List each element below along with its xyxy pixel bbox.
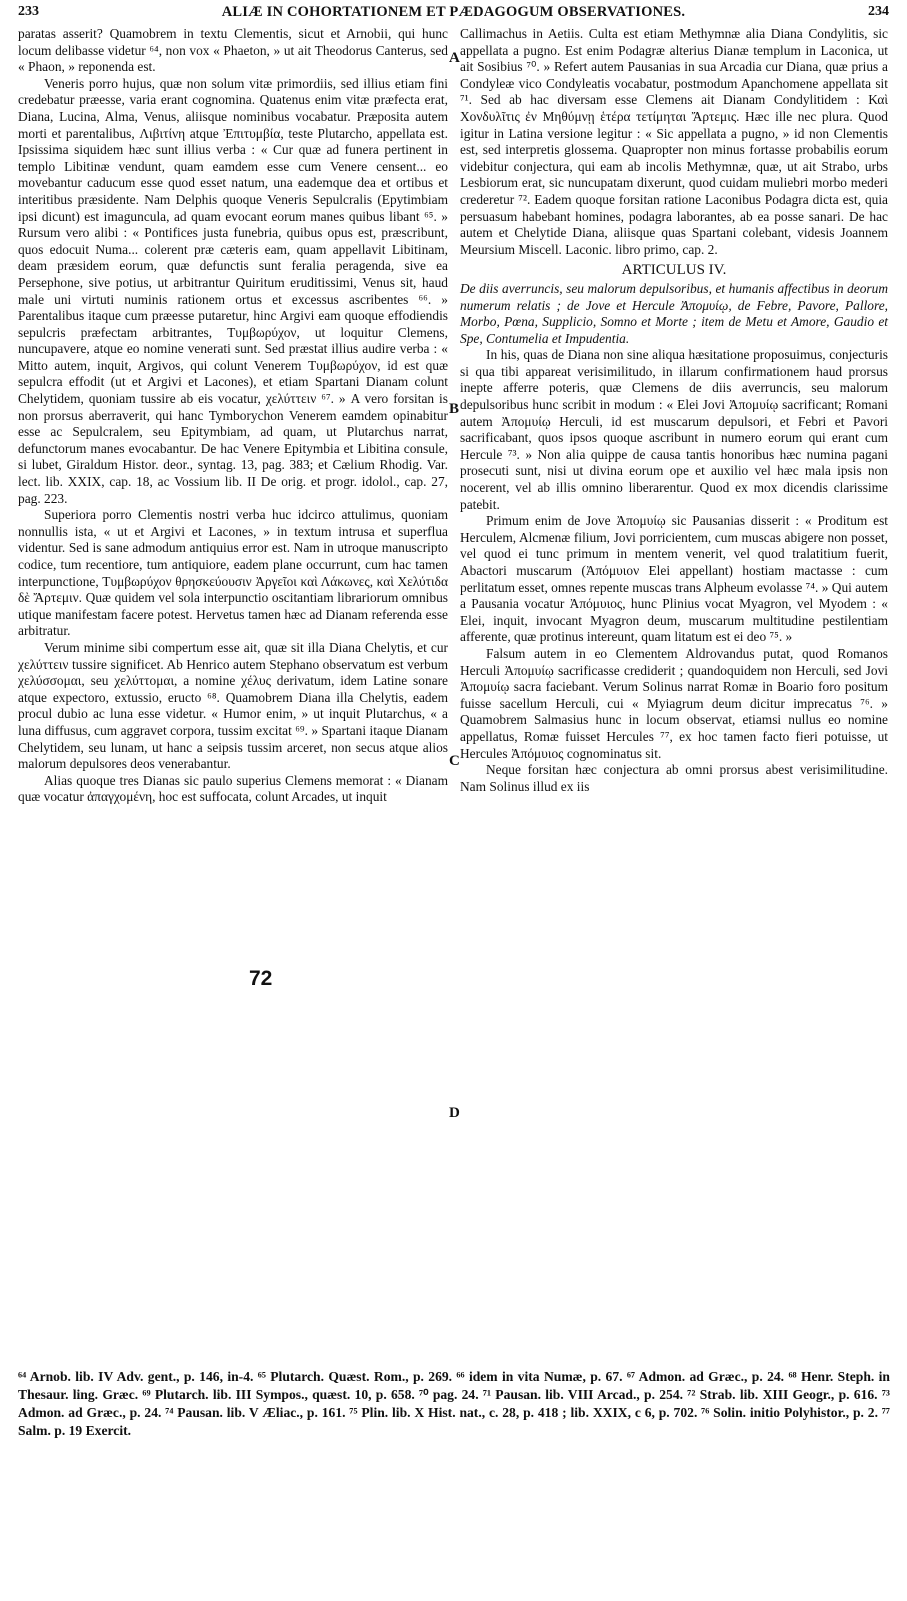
running-title: ALIÆ IN COHORTATIONEM ET PÆDAGOGUM OBSERVATIONES. bbox=[221, 4, 686, 20]
left-paragraph-3: Superiora porro Clementis nostri verba huc idcirco attulimus, quoniam nonnullis ista, « ut et Argivi et Lacones, » in textum intrusa et superflua videntur. Sed is sane admodum antiquius error est. Nam in utroque manuscripto codice, tum recentiore, tum antiquiore, eadem plane occurrunt, cum hac tamen interpunctione, Τυμβωρύχον θρησκεύουσιν Ἀργεῖοι καὶ Λάκωνες, καὶ Χελύτιδα δὲ Ἄρτεμιν. Quæ quidem vel sola interpunctio oscitantiam librariorum omnibus utique manifestam facere potest. Hervetus tamen hæc ad Dianam referenda esse arbitratur. bbox=[18, 507, 448, 639]
article-title: ARTICULUS IV. bbox=[621, 262, 727, 279]
right-paragraph-4: Falsum autem in eo Clementem Aldrovandus putat, quod Romanos Herculi Ἀπομυίῳ sacrificasse crediderit ; quandoquidem non Herculi, sed Jovi Ἀπομυίῳ sacra faciebant. Verum Solinus narrat Romæ in Boario foro positum fuisse sacellum Herculi, cui « Myiagrum deum dicitur imprecatus ⁷⁶. » Quamobrem Salmasius hunc in locum observat, etiamsi nullus eo nomine appellatus, Romæ fuisset Hercules ⁷⁷, ex hoc tamen facto fieri potuisse, ut Hercules Ἀπόμυιος cognominatus sit. bbox=[460, 645, 888, 761]
right-paragraph-1: Callimachus in Aetiis. Culta est etiam Methymnæ alia Diana Condylitis, sic appellata a pugno. Est enim Podagræ alterius Dianæ templum in Laconica, ut ait Sosibius ⁷⁰. » Refert autem Pausanias in sua Arcadia cur Diana, quæ prius a Condyleæ vico Condyleatis vocabatur, postmodum Apanchomene appellata sit ⁷¹. Sed ab hac diversam esse Clemens ait Dianam Condylitidem : Καὶ Χονδυλῖτις ἐν Μηθύμνῃ ἑτέρα τετίμηται Ἄρτεμις. Hæc ille nec plura. Quod igitur in Latina versione legitur : « Sic appellata a pugno, » id non Clementis est, sed interpretis glossema. Quapropter non minus fortasse probabilis eorum videbitur conjectura, qui eam ab incolis Methymnæ, quæ, ut ait Strabo, urbs Lesbiorum erat, sic nuncupatam dixerunt, quod cuidam muliebri morbo mederi crederetur ⁷². Eadem quoque forsitan ratione Laconibus Podagra dicta est, quia persuasum habebant homines, podagra laborantes, ab ea posse sanari. De hac autem et Chelytide Diana, aliisque quas Spartani colebant, videsis Joannem Meursium Miscell. Laconic. libro primo, cap. 2. bbox=[460, 26, 888, 257]
margin-letter-c: C bbox=[449, 753, 460, 769]
right-column bbox=[460, 26, 888, 795]
page-number-right: 234 bbox=[868, 4, 889, 19]
left-paragraph-1: paratas asserit? Quamobrem in textu Clementis, sicut et Arnobii, qui hunc locum delibasse videtur ⁶⁴, non vox « Phaeton, » ut ait Theodorus Canterus, sed « Phaon, » reponenda est. bbox=[18, 26, 448, 75]
left-column bbox=[18, 26, 448, 806]
footnotes: ⁶⁴ Arnob. lib. IV Adv. gent., p. 146, in-4. ⁶⁵ Plutarch. Quæst. Rom., p. 269. ⁶⁶ idem in vita Numæ, p. 67. ⁶⁷ Admon. ad Græc., p. 24. ⁶⁸ Henr. Steph. in Thesaur. ling. Græc. ⁶⁹ Plutarch. lib. III Sympos., quæst. 10, p. 658. ⁷⁰ pag. 24. ⁷¹ Pausan. lib. VIII Arcad., p. 254. ⁷² Strab. lib. XIII Geogr., p. 616. ⁷³ Admon. ad Græc., p. 24. ⁷⁴ Pausan. lib. V Æliac., p. 161. ⁷⁵ Plin. lib. X Hist. nat., c. 28, p. 418 ; lib. XXIX, c 6, p. 702. ⁷⁶ Solin. initio Polyhistor., p. 2. ⁷⁷ Salm. p. 19 Exercit. bbox=[18, 1369, 890, 1438]
left-paragraph-5: Alias quoque tres Dianas sic paulo superius Clemens memorat : « Dianam quæ vocatur ἀπαγχομένη, hoc est suffocata, colunt Arcades, ut inquit bbox=[18, 772, 448, 805]
sheet-number: 72 bbox=[249, 967, 273, 990]
page-number-left: 233 bbox=[18, 4, 39, 19]
margin-letter-d: D bbox=[449, 1105, 460, 1121]
right-paragraph-3: Primum enim de Jove Ἀπομυίῳ sic Pausanias disserit : « Proditum est Herculem, Alcmenæ filium, Jovi porricientem, cum muscas abigere non posset, vel quod ei tunc primum in mentem venerit, vel quod tralatitium fuerit, Abactori muscarum (Ἀπόμυιον Elei appellant) hostiam mactasse : cum perlitatum esset, omnes repente muscas trans Alpheum evolasse ⁷⁴. » Qui autem a Pausania vocatur Ἀπόμυιος, hunc Plinius vocat Myagron, vel Myodem : « Elei, inquit, invocant Myagron deum, muscarum multitudine pestilentiam afferente, quæ protinus intereunt, quam litatum est ei deo ⁷⁵. » bbox=[460, 513, 888, 645]
left-paragraph-4: Verum minime sibi compertum esse ait, quæ sit illa Diana Chelytis, et cur χελύττειν tussire significet. Ab Henrico autem Stephano observatum est verbum χελύσσομαι, seu χελύττομαι, a nomine χέλυς derivatum, idem Latine sonare atque expectoro, extussio, eructo ⁶⁸. Quamobrem Diana illa Chelytis, eadem procul dubio ac luna esse videtur. « Humor enim, » ut inquit Plutarchus, « a luna diffusus, cum aggravet corpora, tussim excitat ⁶⁹. » Spartani itaque Dianam Chelytidem, seu lunam, ut hanc a seipsis tussim arceret, non secus atque alios malorum depulsores deos venerabantur. bbox=[18, 639, 448, 772]
running-header bbox=[18, 4, 889, 24]
left-paragraph-2: Veneris porro hujus, quæ non solum vitæ primordiis, sed illius etiam fini credebatur præesse, varia erant cognomina. Quatenus enim vitæ præfecta erat, Diana, Lucina, Alma, Venus, aliisque nominibus vocabatur. Præposita autem morti et parentalibus, Λιβιτίνη atque Ἐπιτυμβία, teste Plutarcho, appellata est. Ipsissima siquidem hæc sunt illius verba : « Cur quæ ad funera pertinent in templo Libitinæ vendunt, quam eamdem esse cum Venere censent... eo movebantur caducum esse quod esset natum, una eademque dea et ortibus et interitibus præsidente. Nam Delphis quoque Veneris Sepulcralis (Epytimbiam ipsi dicunt) est imaguncula, ad quam evocant eorum manes quibus libant ⁶⁵. » Rursum vero alibi : « Pontifices justa funebria, quibus opus est, præscribunt, quos edocuit Numa... colerent præ cæteris eam, quam appellavit Libitinam, deam præsidem eorum, quæ defunctis sunt feralia peragenda, sive ea Persephone, sive potius, ut arbitrantur Quiritum eruditissimi, Venus sit, haud male uni virtuti numinis rationem ortus et excessus ascribentes ⁶⁶. » Parentalibus itaque cum præesse putaretur, hinc Argivi eam quoque effodiendis sepulcris præfectam arbitrantes, Τυμβωρύχον, ut loquitur Clemens, nuncupavere, atque eo nomine venerati sunt. Sed præstat illius audire verba : « Mitto autem, inquit, Argivos, qui colunt Venerem Τυμβωρύχον, id est quæ sepulcra effodit (ut et Argivi et Lacones), et etiam Spartani Dianam colunt Chelytidem, quoniam tussire ab eis vocatur, χελύττειν ⁶⁷. » A vero forsitan is non prorsus aberraverit, qui hanc Tymborychon Venerem eamdem opinabitur esse ac Sepulcralem, seu Epitymbiam, ad quam, ut Plutarchus narrat, defunctorum manes evocabantur. De hac Venere Epitymbia et Libitina consule, si lubet, Giraldum Histor. deor., syntag. 13, pag. 383; et Cælium Rhodig. Var. lect. lib. XXIX, cap. 18, ac Vossium lib. II De orig. et progr. idolol., cap. 27, pag. 223. bbox=[18, 75, 448, 506]
article-subtitle: De diis averruncis, seu malorum depulsoribus, et humanis affectibus in deorum numerum relatis ; de Jove et Hercule Ἀπομυίῳ, de Febre, Pavore, Pallore, Morbo, Pœna, Supplicio, Somno et Morte ; item de Metu et Amore, Gaudio et Spe, Contumelia et Impudentia. bbox=[460, 280, 888, 346]
margin-letter-a: A bbox=[449, 50, 460, 66]
right-paragraph-5: Neque forsitan hæc conjectura ab omni prorsus abest verisimilitudine. Nam Solinus illud ex iis bbox=[460, 762, 888, 794]
margin-letter-b: B bbox=[449, 401, 460, 417]
right-paragraph-2: In his, quas de Diana non sine aliqua hæsitatione proposuimus, conjecturis si qua tibi appareat verisimilitudo, in illarum confirmationem haud prorsus inepte afferre poteris, quæ Clemens de diis averruncis, seu malorum depulsoribus hunc scribit in modum : « Elei Jovi Ἀπομυίῳ sacrificant; Romani autem Ἀπομυίῳ Herculi, id est muscarum depulsori, et Febri et Pavori sacrificabant, quos ipsos quoque ascribunt in numero eorum qui erant cum Hercule ⁷³. » Non alia quippe de causa tantis honoribus hæc numina pagani prosecuti sunt, nisi ut divina eorum ope et auxilio vel hæc mala ipsis non nocerent, vel ab illis omnino liberarentur. Quod ex mox dicendis clarissime patebit. bbox=[460, 347, 888, 512]
